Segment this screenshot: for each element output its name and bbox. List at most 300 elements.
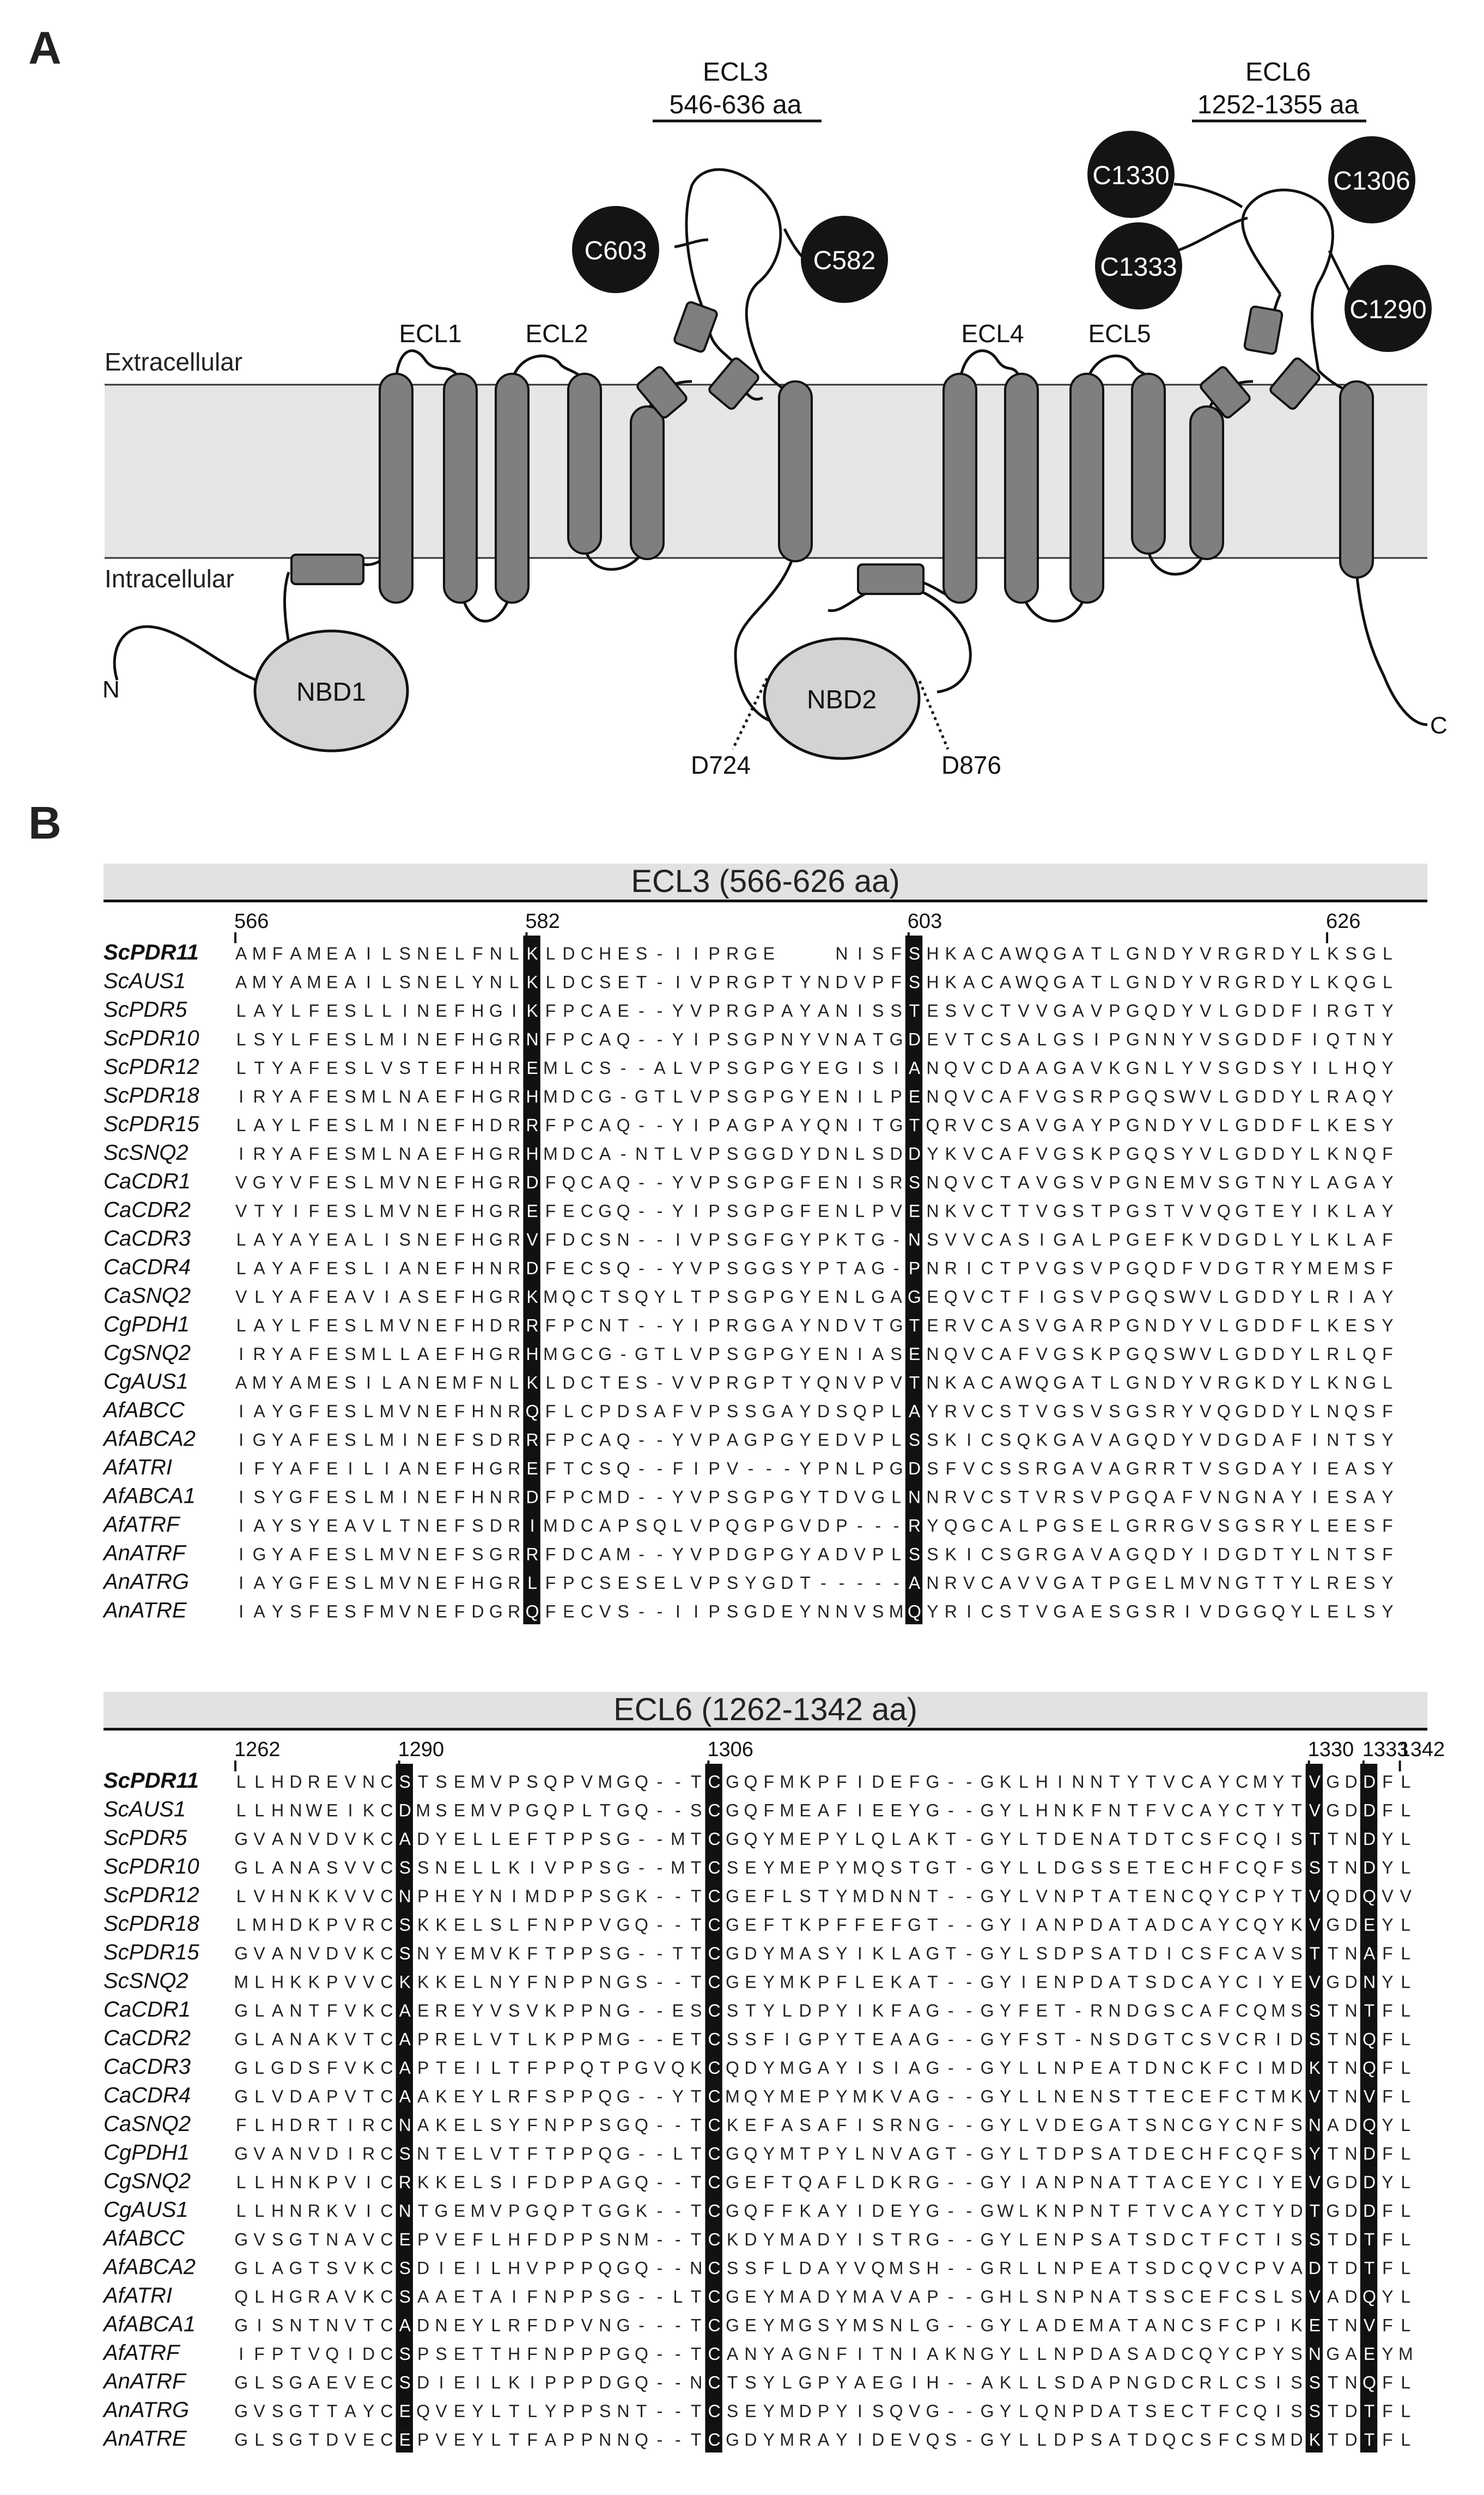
residue: Q: [726, 1516, 739, 1535]
residue: F: [1218, 2086, 1230, 2107]
residue: R: [508, 1459, 521, 1478]
residue: Y: [799, 1601, 811, 1622]
residue: Y: [472, 2315, 484, 2335]
residue: A: [1200, 1772, 1212, 1792]
residue: S: [726, 1287, 739, 1307]
residue: A: [981, 2372, 993, 2393]
residue: Y: [1291, 1201, 1303, 1221]
residue: S: [1309, 2372, 1321, 2393]
residue: F: [836, 2172, 847, 2192]
residue: C: [1236, 2230, 1249, 2249]
residue: E: [927, 1287, 939, 1307]
residue: F: [1273, 2115, 1284, 2135]
residue: S: [344, 1401, 356, 1421]
residue: P: [763, 1373, 775, 1393]
residue: L: [527, 2401, 537, 2421]
residue: M: [1271, 2058, 1286, 2078]
residue: P: [563, 2401, 575, 2421]
residue: C: [580, 1459, 593, 1478]
residue: G: [762, 1315, 776, 1335]
residue: T: [909, 1315, 920, 1335]
residue: -: [656, 1544, 663, 1564]
residue: T: [836, 1258, 847, 1278]
residue: F: [308, 1258, 320, 1278]
residue: V: [690, 1086, 702, 1107]
residue: T: [745, 2001, 756, 2020]
residue: K: [435, 2086, 447, 2107]
residue: S: [999, 1544, 1012, 1564]
residue: G: [1126, 1058, 1140, 1078]
residue: A: [417, 2086, 429, 2107]
residue: A: [235, 972, 247, 992]
residue: L: [909, 2315, 920, 2335]
residue: N: [289, 2144, 302, 2164]
residue: R: [726, 944, 739, 963]
residue: V: [690, 1430, 702, 1450]
residue: E: [1090, 2258, 1103, 2278]
residue: H: [471, 1086, 484, 1107]
residue: Y: [1181, 1373, 1194, 1393]
residue: L: [1401, 2144, 1411, 2164]
residue: T: [818, 1886, 829, 1906]
residue: N: [289, 1800, 302, 1820]
residue: -: [656, 1315, 663, 1335]
residue: Y: [799, 1230, 811, 1249]
residue: E: [326, 1401, 338, 1421]
residue: G: [908, 1287, 921, 1307]
residue: C: [708, 1886, 721, 1906]
residue: T: [927, 1972, 938, 1992]
residue: E: [453, 1886, 466, 1906]
residue: G: [598, 1086, 612, 1107]
residue: Y: [1382, 1915, 1394, 1935]
residue: Y: [836, 2315, 848, 2335]
residue: N: [1108, 2001, 1121, 2020]
residue: R: [890, 2115, 903, 2135]
residue: F: [1382, 2372, 1393, 2393]
residue: -: [947, 2315, 954, 2335]
residue: E: [435, 1287, 447, 1307]
residue: G: [489, 1344, 503, 1364]
residue: T: [490, 2344, 502, 2364]
residue: -: [638, 2315, 644, 2335]
residue: F: [527, 2287, 538, 2306]
residue: M: [252, 1373, 267, 1393]
residue: W: [1179, 1287, 1196, 1307]
residue: L: [473, 1857, 483, 1878]
residue: D: [544, 2230, 557, 2249]
residue: S: [344, 1173, 356, 1192]
residue: L: [491, 2401, 501, 2421]
sequence-name: AnATRF: [104, 1541, 186, 1565]
residue: V: [963, 1086, 975, 1107]
residue: L: [1310, 1544, 1320, 1564]
sequence-name: AfATRI: [104, 1455, 172, 1479]
residue: F: [527, 2230, 538, 2249]
residue: P: [1109, 1487, 1121, 1507]
residue: V: [1018, 1573, 1030, 1593]
residue: K: [1327, 972, 1339, 992]
residue: S: [1200, 2430, 1212, 2450]
residue: G: [1235, 1573, 1249, 1593]
residue: E: [1090, 1516, 1103, 1535]
sequence-name: ScAUS1: [104, 969, 186, 993]
residue: K: [508, 1857, 520, 1878]
residue: V: [690, 1144, 702, 1164]
residue: F: [308, 1601, 320, 1622]
residue: S: [927, 1459, 939, 1478]
residue: D: [835, 1430, 848, 1450]
residue: I: [293, 1201, 299, 1221]
residue: L: [1401, 2230, 1411, 2249]
residue: V: [1036, 1573, 1048, 1593]
residue: K: [1036, 2201, 1048, 2221]
residue: Q: [1217, 1201, 1231, 1221]
residue: H: [271, 1886, 284, 1906]
residue: L: [236, 1230, 246, 1249]
residue: N: [835, 1001, 848, 1021]
residue: L: [382, 972, 392, 992]
residue: L: [1310, 1173, 1320, 1192]
residue: N: [1145, 1173, 1158, 1192]
sequence-name: CaCDR3: [104, 2055, 191, 2079]
residue: P: [836, 1516, 848, 1535]
residue: T: [1018, 1401, 1029, 1421]
residue: A: [781, 1115, 793, 1135]
residue: P: [1109, 1086, 1121, 1107]
residue: P: [872, 972, 884, 992]
residue: E: [1036, 2230, 1048, 2249]
residue: D: [289, 2058, 302, 2078]
residue: F: [545, 1173, 556, 1192]
residue: I: [675, 972, 680, 992]
residue: P: [1072, 2287, 1084, 2306]
residue: E: [872, 2372, 884, 2393]
residue: T: [1327, 2086, 1339, 2107]
residue: G: [1017, 1544, 1031, 1564]
residue: A: [908, 2086, 921, 2107]
residue: Y: [763, 2058, 775, 2078]
residue: Y: [999, 2086, 1012, 2107]
residue: M: [780, 1944, 795, 1963]
residue: Y: [1382, 1459, 1394, 1478]
residue: P: [817, 2401, 830, 2421]
residue: P: [708, 1058, 720, 1078]
residue: T: [1346, 1544, 1357, 1564]
residue: E: [908, 1201, 921, 1221]
residue: A: [271, 2258, 284, 2278]
residue: T: [1000, 1173, 1011, 1192]
residue: P: [1109, 1144, 1121, 1164]
residue: L: [1019, 2115, 1029, 2135]
residue: L: [363, 1058, 374, 1078]
residue: G: [1326, 1972, 1340, 1992]
residue: V: [399, 1601, 411, 1622]
residue: P: [563, 1487, 575, 1507]
residue: K: [326, 1886, 338, 1906]
residue: P: [581, 2029, 593, 2049]
residue: E: [672, 2001, 684, 2020]
residue: N: [835, 1115, 848, 1135]
residue: R: [307, 1772, 320, 1792]
residue: R: [908, 1516, 921, 1535]
residue: K: [945, 2344, 957, 2364]
residue: M: [379, 1173, 394, 1192]
residue: K: [945, 1373, 957, 1393]
residue: D: [562, 944, 575, 963]
sequence-name: AnATRF: [104, 2369, 186, 2394]
residue: -: [656, 1430, 663, 1450]
residue: G: [1126, 1544, 1140, 1564]
residue: V: [490, 2001, 502, 2020]
residue: N: [1163, 1886, 1176, 1906]
residue: C: [580, 1001, 593, 1021]
residue: -: [638, 2144, 644, 2164]
residue: A: [1072, 1115, 1084, 1135]
residue: N: [1090, 1772, 1103, 1792]
residue: A: [1200, 2001, 1212, 2020]
residue: S: [435, 1772, 447, 1792]
residue: N: [398, 2115, 411, 2135]
sequence-name: AfABCA1: [104, 2312, 196, 2336]
residue: E: [890, 1772, 902, 1792]
residue: L: [1401, 1829, 1411, 1849]
residue: Y: [1291, 1516, 1303, 1535]
residue: P: [563, 1029, 575, 1049]
panel-b-label: B: [28, 797, 62, 848]
residue: Y: [1382, 1287, 1394, 1307]
residue: A: [1200, 1800, 1212, 1820]
residue: Y: [435, 1944, 447, 1963]
residue: E: [799, 1829, 811, 1849]
residue: G: [726, 2315, 739, 2335]
residue: E: [435, 1573, 447, 1593]
residue: N: [489, 1487, 502, 1507]
residue: C: [1236, 2258, 1249, 2278]
residue: Q: [1272, 1601, 1285, 1622]
residue: G: [1235, 944, 1249, 963]
residue: G: [762, 1401, 776, 1421]
residue: L: [1310, 944, 1320, 963]
residue: N: [1145, 1315, 1158, 1335]
residue: K: [1327, 944, 1339, 963]
residue: I: [966, 1258, 972, 1278]
residue: Y: [999, 2344, 1012, 2364]
residue: N: [398, 2201, 411, 2221]
residue: S: [1309, 2001, 1321, 2020]
residue: H: [526, 1086, 539, 1107]
residue: L: [545, 944, 556, 963]
residue: A: [253, 1315, 265, 1335]
residue: I: [239, 1430, 244, 1450]
residue: Y: [999, 2172, 1012, 2192]
residue: S: [344, 1573, 356, 1593]
residue: Y: [672, 1029, 684, 1049]
residue: N: [835, 1287, 848, 1307]
residue: N: [1163, 2115, 1176, 2135]
residue: H: [926, 2258, 939, 2278]
residue: Y: [836, 2230, 848, 2249]
residue: G: [726, 1886, 739, 1906]
residue: C: [580, 1029, 593, 1049]
residue: V: [235, 1287, 247, 1307]
residue: P: [563, 2258, 575, 2278]
residue: -: [947, 2001, 954, 2020]
residue: N: [1054, 2172, 1067, 2192]
residue: -: [966, 2172, 972, 2192]
residue: S: [1072, 1344, 1084, 1364]
residue: A: [1072, 1230, 1084, 1249]
residue: T: [1273, 1544, 1284, 1564]
residue: S: [344, 1315, 356, 1335]
residue: Y: [836, 2086, 848, 2107]
residue: Q: [544, 1800, 557, 1820]
residue: T: [690, 1829, 702, 1849]
residue: V: [1200, 1086, 1212, 1107]
sequence-name: ScSNQ2: [104, 1140, 188, 1165]
residue: N: [417, 1516, 430, 1535]
residue: -: [638, 2086, 644, 2107]
residue: V: [854, 1430, 866, 1450]
residue: V: [945, 1230, 957, 1249]
residue: T: [891, 2230, 902, 2249]
residue: Y: [1181, 1315, 1194, 1335]
residue: G: [1126, 1487, 1140, 1507]
residue: V: [1400, 1886, 1412, 1906]
residue: G: [926, 2172, 940, 2192]
residue: C: [981, 1459, 994, 1478]
residue: N: [1345, 1373, 1358, 1393]
residue: G: [1126, 1344, 1140, 1364]
residue: L: [473, 2172, 483, 2192]
residue: Q: [616, 1029, 630, 1049]
residue: E: [435, 1258, 447, 1278]
residue: F: [1382, 1344, 1393, 1364]
residue: F: [454, 1029, 465, 1049]
residue: C: [1181, 2058, 1194, 2078]
residue: -: [966, 1886, 972, 1906]
residue: -: [893, 1516, 899, 1535]
residue: I: [402, 1029, 408, 1049]
residue: V: [1090, 1287, 1103, 1307]
residue: N: [544, 2344, 557, 2364]
residue: F: [308, 1058, 320, 1078]
residue: T: [1364, 2001, 1375, 2020]
residue: G: [926, 2115, 940, 2135]
residue: Q: [1199, 2344, 1213, 2364]
residue: E: [1345, 1516, 1357, 1535]
residue: V: [1309, 1886, 1321, 1906]
residue: N: [1145, 1058, 1158, 1078]
residue: S: [1018, 1459, 1030, 1478]
residue: G: [489, 1573, 503, 1593]
residue: E: [453, 2086, 466, 2107]
residue: Y: [908, 2201, 921, 2221]
residue: A: [1363, 1201, 1376, 1221]
residue: -: [674, 2258, 681, 2278]
residue: S: [999, 1430, 1012, 1450]
residue: V: [235, 1201, 247, 1221]
residue: I: [348, 2144, 353, 2164]
c582-label: C582: [813, 246, 876, 275]
residue: N: [926, 1058, 939, 1078]
residue: M: [780, 2430, 795, 2450]
sequence-name: CaCDR3: [104, 1227, 191, 1250]
residue: M: [889, 2258, 904, 2278]
residue: G: [1053, 1258, 1067, 1278]
residue: -: [674, 2201, 681, 2221]
sequence-name: CgSNQ2: [104, 1341, 191, 1365]
residue: P: [563, 2372, 575, 2393]
residue: K: [872, 2001, 884, 2020]
residue: V: [362, 1886, 375, 1906]
residue: P: [817, 1258, 830, 1278]
residue: D: [489, 1430, 502, 1450]
residue: F: [763, 2172, 775, 2192]
residue: M: [670, 1857, 685, 1878]
residue: L: [363, 1258, 374, 1278]
residue: T: [599, 1373, 611, 1393]
residue: H: [489, 1058, 502, 1078]
residue: I: [239, 1544, 244, 1564]
residue: T: [308, 2258, 320, 2278]
residue: E: [617, 1373, 629, 1393]
residue: -: [856, 1516, 863, 1535]
residue: Y: [836, 2287, 848, 2306]
residue: P: [763, 1487, 775, 1507]
residue: L: [1019, 2315, 1029, 2335]
residue: H: [1345, 1058, 1358, 1078]
residue: A: [1109, 1915, 1121, 1935]
residue: S: [1345, 944, 1357, 963]
residue: H: [271, 2115, 284, 2135]
residue: D: [1163, 944, 1176, 963]
residue: N: [489, 972, 502, 992]
residue: P: [563, 2001, 575, 2020]
residue: S: [599, 2115, 611, 2135]
residue: A: [999, 1516, 1012, 1535]
residue: F: [1218, 1944, 1230, 1963]
residue: R: [508, 1029, 521, 1049]
residue: I: [1276, 2230, 1281, 2249]
residue: G: [980, 2029, 994, 2049]
residue: S: [1272, 1058, 1285, 1078]
residue: S: [1036, 1944, 1048, 1963]
residue: P: [508, 1800, 520, 1820]
residue: C: [380, 2115, 393, 2135]
residue: K: [872, 2086, 884, 2107]
residue: C: [580, 1115, 593, 1135]
residue: C: [1181, 2001, 1194, 2020]
residue: S: [599, 2401, 611, 2421]
residue: V: [908, 2430, 921, 2450]
residue: C: [1181, 2344, 1194, 2364]
residue: T: [872, 1115, 884, 1135]
residue: R: [1163, 1516, 1176, 1535]
residue: G: [252, 1544, 266, 1564]
residue: G: [1363, 972, 1376, 992]
residue: K: [690, 2058, 702, 2078]
residue: D: [1163, 1972, 1176, 1992]
residue: H: [271, 2201, 284, 2221]
residue: G: [1363, 1373, 1376, 1393]
residue: N: [1054, 2258, 1067, 2278]
residue: Y: [999, 2230, 1012, 2249]
residue: A: [1291, 2258, 1303, 2278]
residue: T: [1127, 2058, 1139, 2078]
residue: Y: [1127, 1772, 1139, 1792]
residue: M: [1271, 2001, 1286, 2020]
